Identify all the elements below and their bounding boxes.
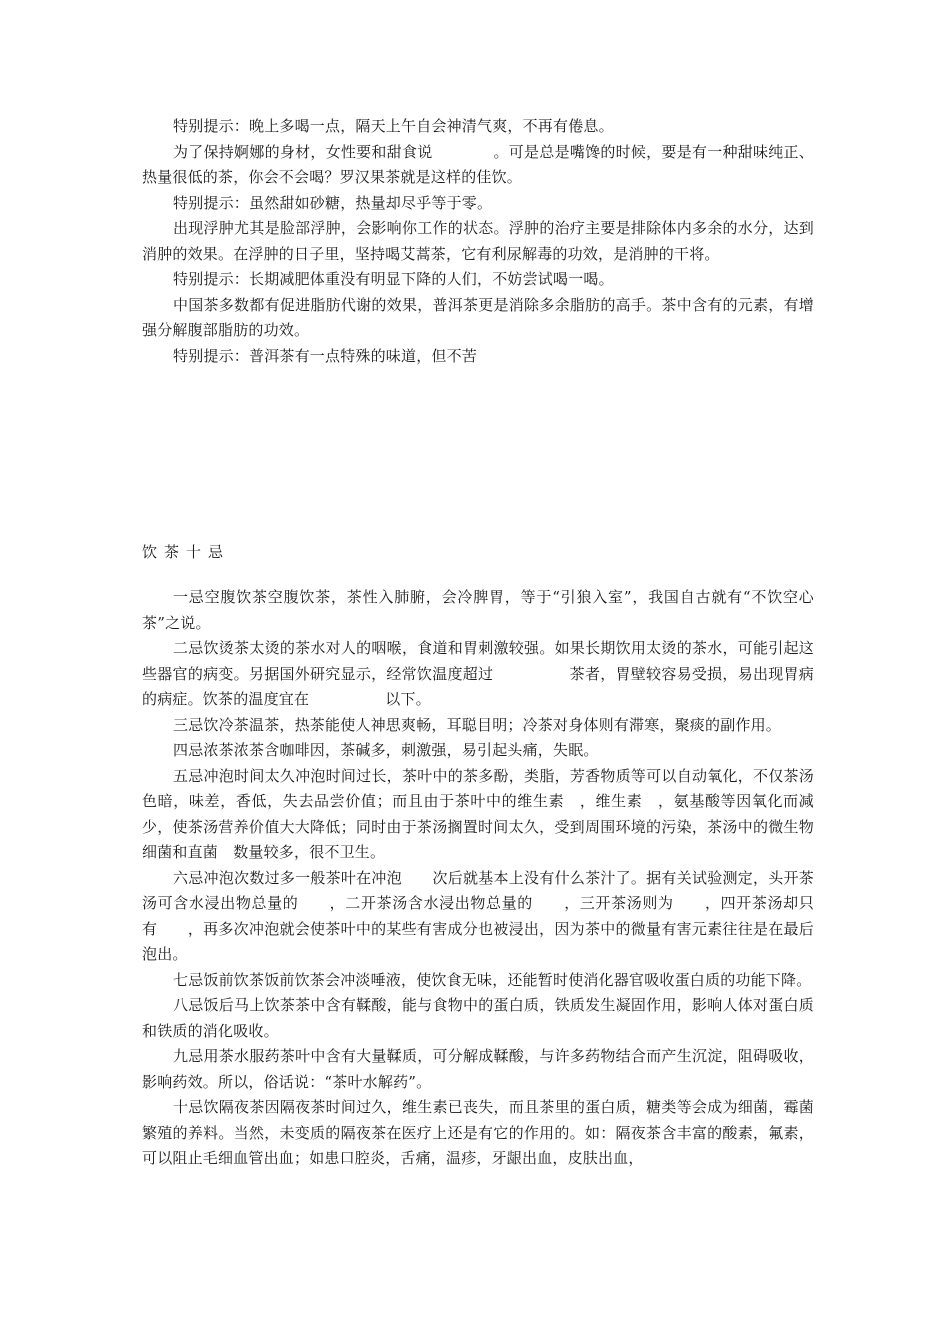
paragraph: 十忌饮隔夜茶因隔夜茶时间过久，维生素已丧失，而且茶里的蛋白质，糖类等会成为细菌，霉菌繁殖的养料。当然，未变质的隔夜茶在医疗上还是有它的作用的。如：隔夜茶含丰富的酸素，氟素，可以阻止毛细血管出血；如患口腔炎，舌痛，温疹，牙龈出血，皮肤出血， bbox=[142, 1098, 814, 1167]
paragraph: 特别提示：晚上多喝一点，隔天上午自会神清气爽，不再有倦息。 bbox=[173, 117, 614, 135]
paragraph: 特别提示：长期减肥体重没有明显下降的人们，不妨尝试喝一喝。 bbox=[173, 270, 614, 288]
paragraph: 四忌浓茶浓茶含咖啡因，茶碱多，刺激强，易引起头痛，失眠。 bbox=[173, 741, 599, 759]
paragraph: 二忌饮烫茶太烫的茶水对人的咽喉，食道和胃刺激较强。如果长期饮用太烫的茶水，可能引起这些器官的病变。另据国外研究显示，经常饮温度超过 茶者，胃壁较容易受损，易出现胃病的病症。饮茶的温度宜在 以下。 bbox=[142, 639, 814, 708]
paragraph: 七忌饭前饮茶饭前饮茶会冲淡唾液，使饮食无味，还能暂时使消化器官吸收蛋白质的功能下降。 bbox=[173, 970, 812, 989]
section-title: 饮茶十忌 bbox=[142, 543, 231, 561]
paragraph: 一忌空腹饮茶空腹饮茶，茶性入肺腑，会冷脾胃，等于“引狼入室”，我国自古就有“不饮空心茶”之说。 bbox=[142, 588, 814, 632]
ten-taboos-section bbox=[142, 585, 830, 1172]
paragraph: 三忌饮冷茶温茶，热茶能使人神思爽畅，耳聪目明；冷茶对身体则有滞寒，聚痰的副作用。 bbox=[173, 715, 782, 734]
paragraph: 出现浮肿尤其是脸部浮肿，会影响你工作的状态。浮肿的治疗主要是排除体内多余的水分，达到消肿的效果。在浮肿的日子里，坚持喝艾蒿茶，它有利尿解毒的功效，是消肿的干将。 bbox=[142, 219, 814, 263]
tea-tips-section bbox=[142, 114, 814, 369]
paragraph: 五忌冲泡时间太久冲泡时间过长，茶叶中的茶多酚，类脂，芳香物质等可以自动氧化，不仅茶汤色暗，味差，香低，失去品尝价值；而且由于茶叶中的维生素 ，维生素 ，氨基酸等因氧化而减少，使茶汤营养价值大大降低；同时由于茶汤搁置时间太久，受到周围环境的污染，茶汤中的微生物 细菌和直菌 数量较多，很不卫生。 bbox=[142, 766, 830, 861]
paragraph: 九忌用茶水服药茶叶中含有大量鞣质，可分解成鞣酸，与许多药物结合而产生沉淀，阻碍吸收，影响药效。所以，俗话说：“茶叶水解药”。 bbox=[142, 1047, 814, 1091]
paragraph: 六忌冲泡次数过多一般茶叶在冲泡 次后就基本上没有什么茶汁了。据有关试验测定，头开茶汤可含水浸出物总量的 ，二开茶汤含水浸出物总量的 ，三开茶汤则为 ，四开茶汤却只有 ，再多次冲泡就会使茶叶中的某些有害成分也被浸出，因为茶中的微量有害元素往往是在最后泡出。 bbox=[142, 868, 814, 963]
paragraph: 特别提示：普洱茶有一点特殊的味道，但不苦 bbox=[173, 346, 478, 365]
paragraph: 为了保持婀娜的身材，女性要和甜食说 。可是总是嘴馋的时候，要是有一种甜味纯正、热量很低的茶，你会不会喝？罗汉果茶就是这样的佳饮。 bbox=[142, 142, 814, 186]
paragraph: 八忌饭后马上饮茶茶中含有鞣酸，能与食物中的蛋白质，铁质发生凝固作用，影响人体对蛋白质和铁质的消化吸收。 bbox=[142, 996, 814, 1040]
paragraph: 中国茶多数都有促进脂肪代谢的效果，普洱茶更是消除多余脂肪的高手。茶中含有的元素，有增强分解腹部脂肪的功效。 bbox=[142, 295, 814, 339]
paragraph: 特别提示：虽然甜如砂糖，热量却尽乎等于零。 bbox=[173, 193, 493, 212]
